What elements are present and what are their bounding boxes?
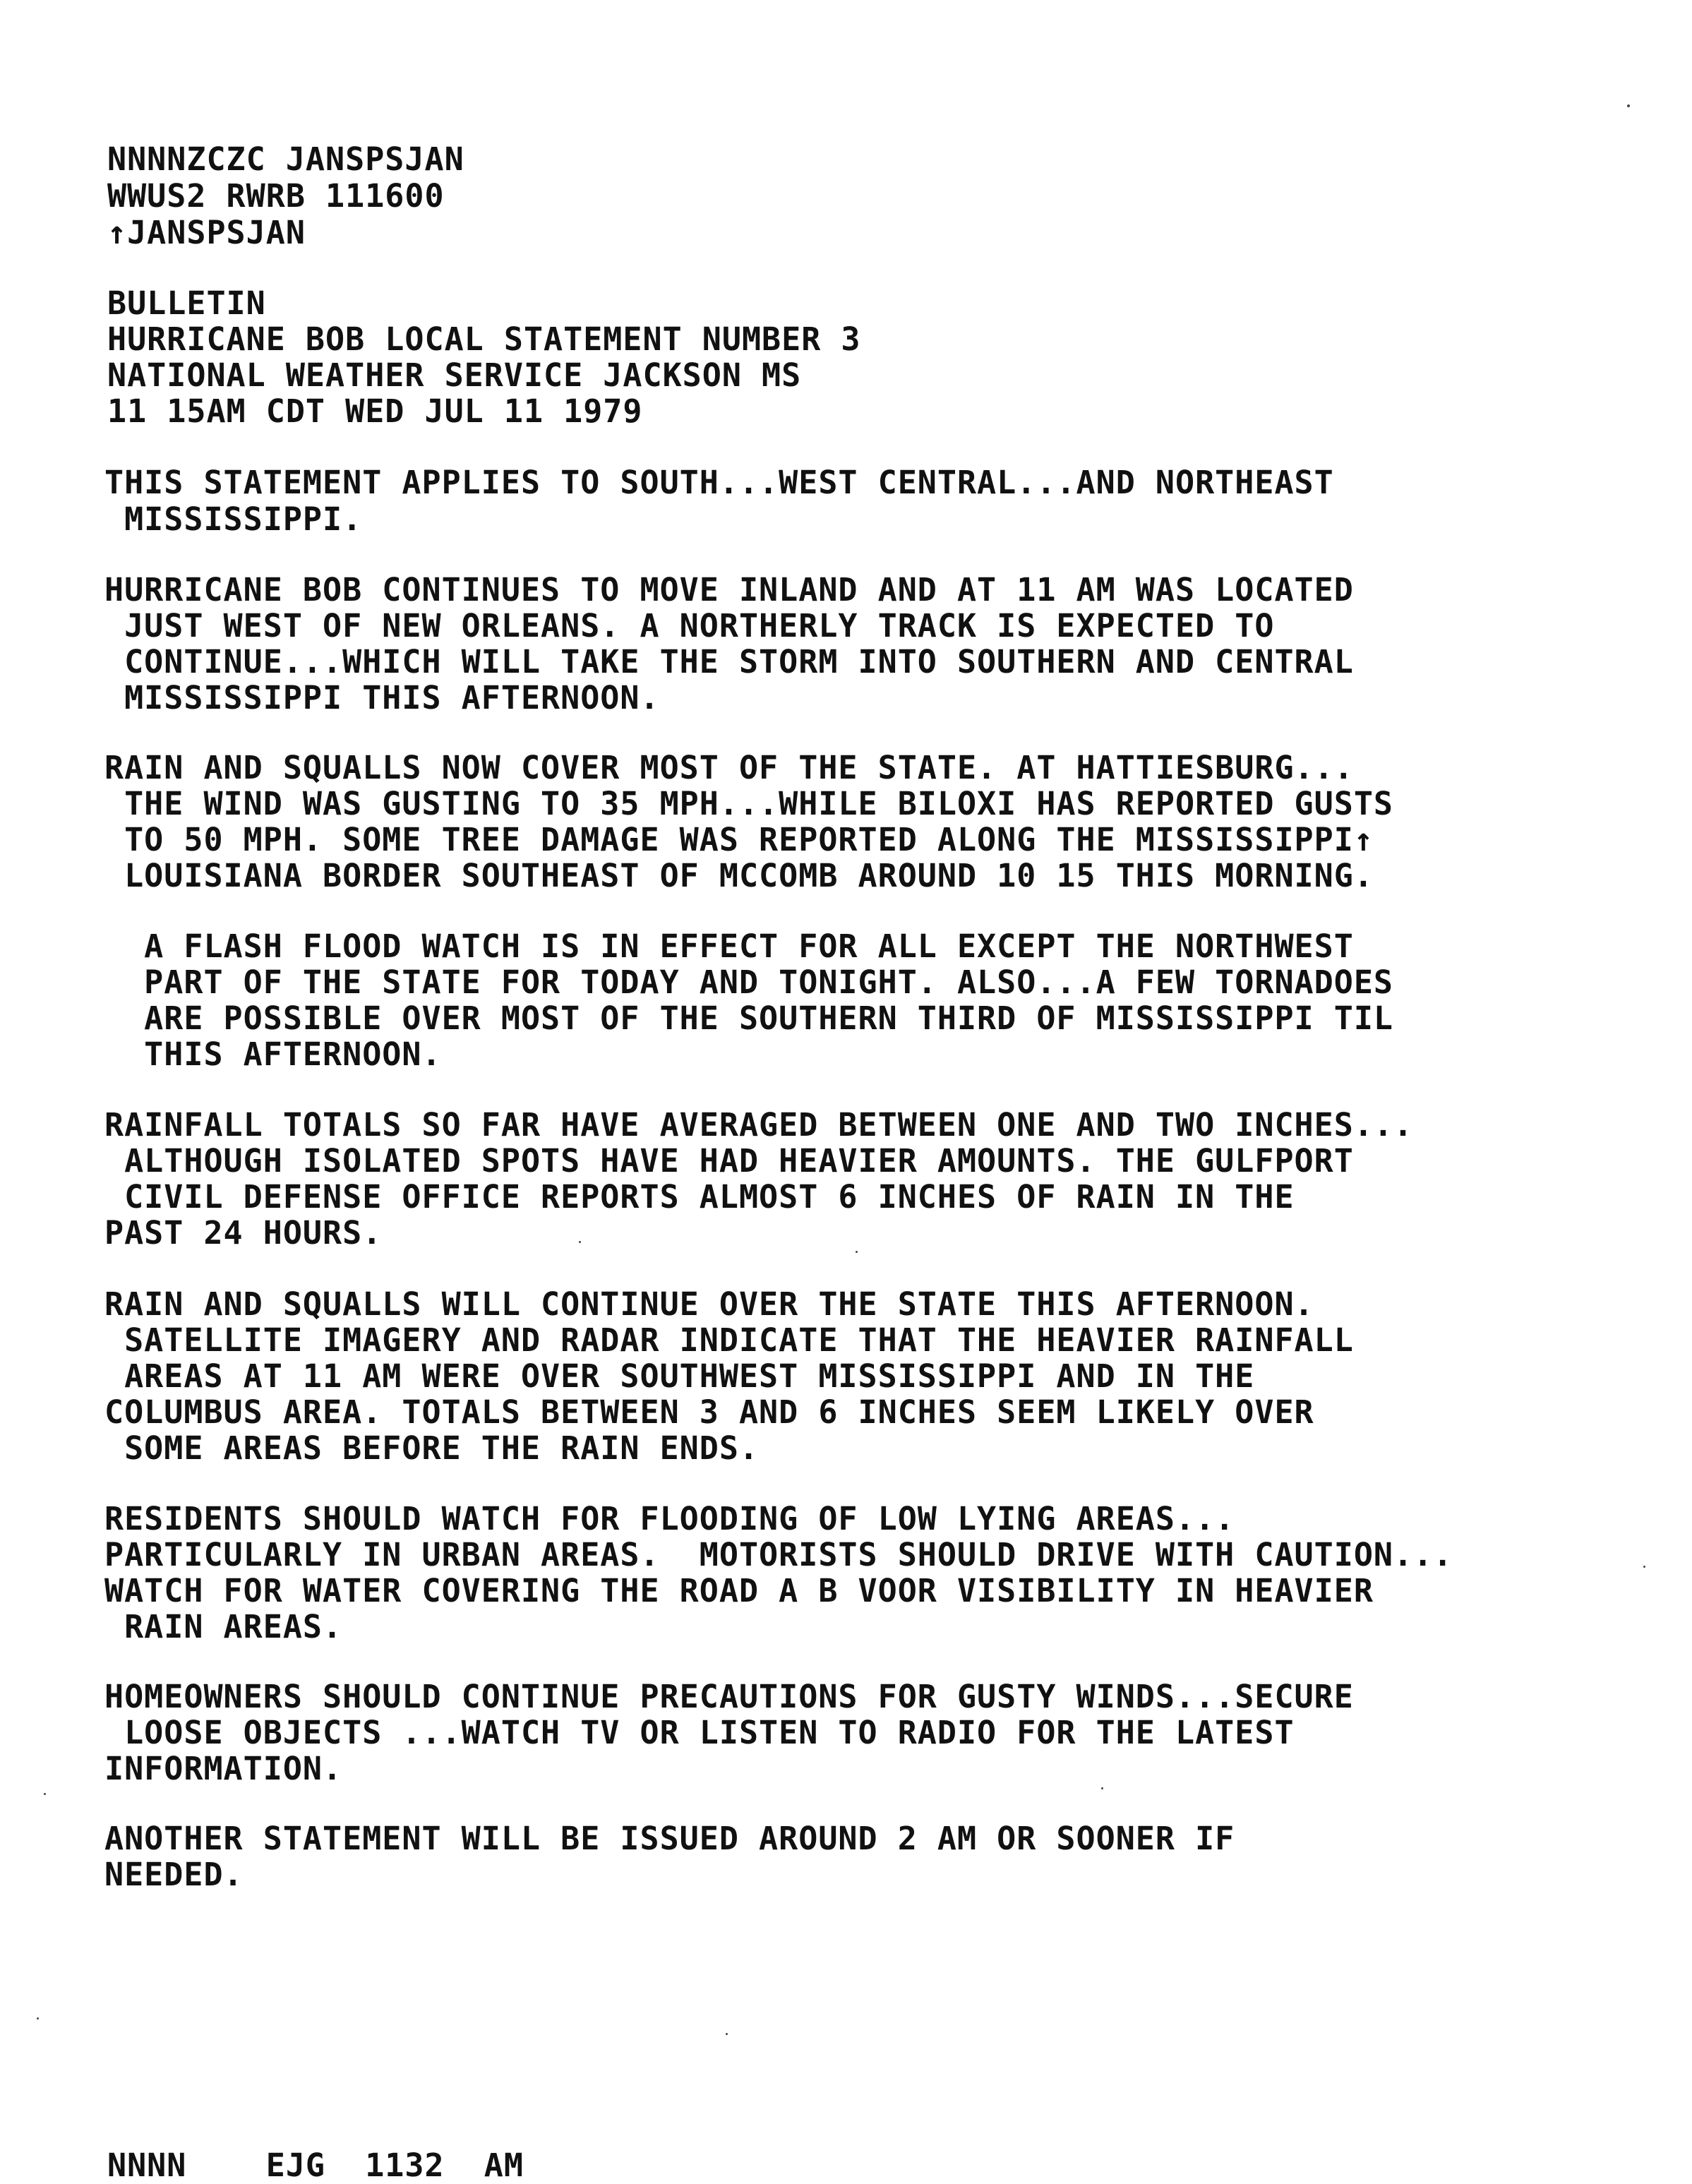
scan-speck <box>1101 1787 1103 1789</box>
paragraph-8-line-1: HOMEOWNERS SHOULD CONTINUE PRECAUTIONS FOR GUSTY WINDS...SECURE <box>104 1678 1354 1715</box>
paragraph-6-line-1: RAIN AND SQUALLS WILL CONTINUE OVER THE STATE THIS AFTERNOON. <box>104 1285 1314 1323</box>
issue-datetime: 11 15AM CDT WED JUL 11 1979 <box>107 392 643 430</box>
bulletin-label: BULLETIN <box>107 284 266 322</box>
paragraph-5-line-4: PAST 24 HOURS. <box>104 1214 383 1252</box>
scan-speck <box>856 1251 858 1253</box>
header-line-1: NNNNZCZC JANSPSJAN <box>107 140 464 178</box>
paragraph-3-line-1: RAIN AND SQUALLS NOW COVER MOST OF THE STATE. AT HATTIESBURG... <box>104 749 1354 786</box>
paragraph-1-line-2: MISSISSIPPI. <box>104 500 363 538</box>
paragraph-6-line-3: AREAS AT 11 AM WERE OVER SOUTHWEST MISSISSIPPI AND IN THE <box>104 1357 1255 1395</box>
paragraph-8-line-2: LOOSE OBJECTS ...WATCH TV OR LISTEN TO RADIO FOR THE LATEST <box>104 1714 1295 1751</box>
paragraph-2-line-1: HURRICANE BOB CONTINUES TO MOVE INLAND AND AT 11 AM WAS LOCATED <box>104 571 1354 608</box>
paragraph-2-line-2: JUST WEST OF NEW ORLEANS. A NORTHERLY TRACK IS EXPECTED TO <box>104 607 1275 644</box>
paragraph-5-line-1: RAINFALL TOTALS SO FAR HAVE AVERAGED BETWEEN ONE AND TWO INCHES... <box>104 1106 1414 1144</box>
scan-speck <box>1643 1566 1645 1568</box>
paragraph-4-line-1: A FLASH FLOOD WATCH IS IN EFFECT FOR ALL EXCEPT THE NORTHWEST <box>104 928 1354 965</box>
paragraph-4-line-4: THIS AFTERNOON. <box>104 1036 442 1073</box>
paragraph-4-line-3: ARE POSSIBLE OVER MOST OF THE SOUTHERN THIRD OF MISSISSIPPI TIL <box>104 1000 1393 1037</box>
paragraph-3-line-3: TO 50 MPH. SOME TREE DAMAGE WAS REPORTED ALONG THE MISSISSIPPI↑ <box>104 821 1374 858</box>
paragraph-5-line-3: CIVIL DEFENSE OFFICE REPORTS ALMOST 6 INCHES OF RAIN IN THE <box>104 1178 1295 1216</box>
paragraph-8-line-3: INFORMATION. <box>104 1750 343 1787</box>
paragraph-6-line-5: SOME AREAS BEFORE THE RAIN ENDS. <box>104 1429 760 1467</box>
paragraph-9-line-2: NEEDED. <box>104 1856 244 1893</box>
header-line-3: ↑JANSPSJAN <box>107 214 306 251</box>
paragraph-4-line-2: PART OF THE STATE FOR TODAY AND TONIGHT. ALSO...A FEW TORNADOES <box>104 964 1393 1001</box>
paragraph-3-line-4: LOUISIANA BORDER SOUTHEAST OF MCCOMB AROUND 10 15 THIS MORNING. <box>104 857 1374 894</box>
scan-speck <box>579 1241 581 1243</box>
statement-title: HURRICANE BOB LOCAL STATEMENT NUMBER 3 <box>107 320 861 358</box>
paragraph-7-line-1: RESIDENTS SHOULD WATCH FOR FLOODING OF LOW LYING AREAS... <box>104 1500 1235 1537</box>
paragraph-2-line-3: CONTINUE...WHICH WILL TAKE THE STORM INTO SOUTHERN AND CENTRAL <box>104 643 1354 680</box>
scan-speck <box>726 2033 728 2035</box>
paragraph-5-line-2: ALTHOUGH ISOLATED SPOTS HAVE HAD HEAVIER AMOUNTS. THE GULFPORT <box>104 1142 1354 1180</box>
header-line-2: WWUS2 RWRB 111600 <box>107 177 445 215</box>
scan-speck <box>1627 104 1630 107</box>
paragraph-9-line-1: ANOTHER STATEMENT WILL BE ISSUED AROUND 2 AM OR SOONER IF <box>104 1820 1235 1857</box>
paragraph-7-line-3: WATCH FOR WATER COVERING THE ROAD A B VOOR VISIBILITY IN HEAVIER <box>104 1572 1374 1609</box>
paragraph-7-line-4: RAIN AREAS. <box>104 1608 343 1645</box>
paragraph-7-line-2: PARTICULARLY IN URBAN AREAS. MOTORISTS SHOULD DRIVE WITH CAUTION... <box>104 1536 1453 1573</box>
scan-speck <box>37 2017 39 2020</box>
scan-speck <box>44 1793 46 1795</box>
paragraph-6-line-2: SATELLITE IMAGERY AND RADAR INDICATE THAT THE HEAVIER RAINFALL <box>104 1321 1354 1359</box>
paragraph-3-line-2: THE WIND WAS GUSTING TO 35 MPH...WHILE BILOXI HAS REPORTED GUSTS <box>104 785 1393 822</box>
paragraph-6-line-4: COLUMBUS AREA. TOTALS BETWEEN 3 AND 6 INCHES SEEM LIKELY OVER <box>104 1393 1314 1431</box>
footer-trailer: NNNN EJG 1132 AM <box>107 2147 524 2184</box>
office-name: NATIONAL WEATHER SERVICE JACKSON MS <box>107 356 802 394</box>
paragraph-1-line-1: THIS STATEMENT APPLIES TO SOUTH...WEST CENTRAL...AND NORTHEAST <box>104 464 1334 501</box>
paragraph-2-line-4: MISSISSIPPI THIS AFTERNOON. <box>104 679 660 716</box>
